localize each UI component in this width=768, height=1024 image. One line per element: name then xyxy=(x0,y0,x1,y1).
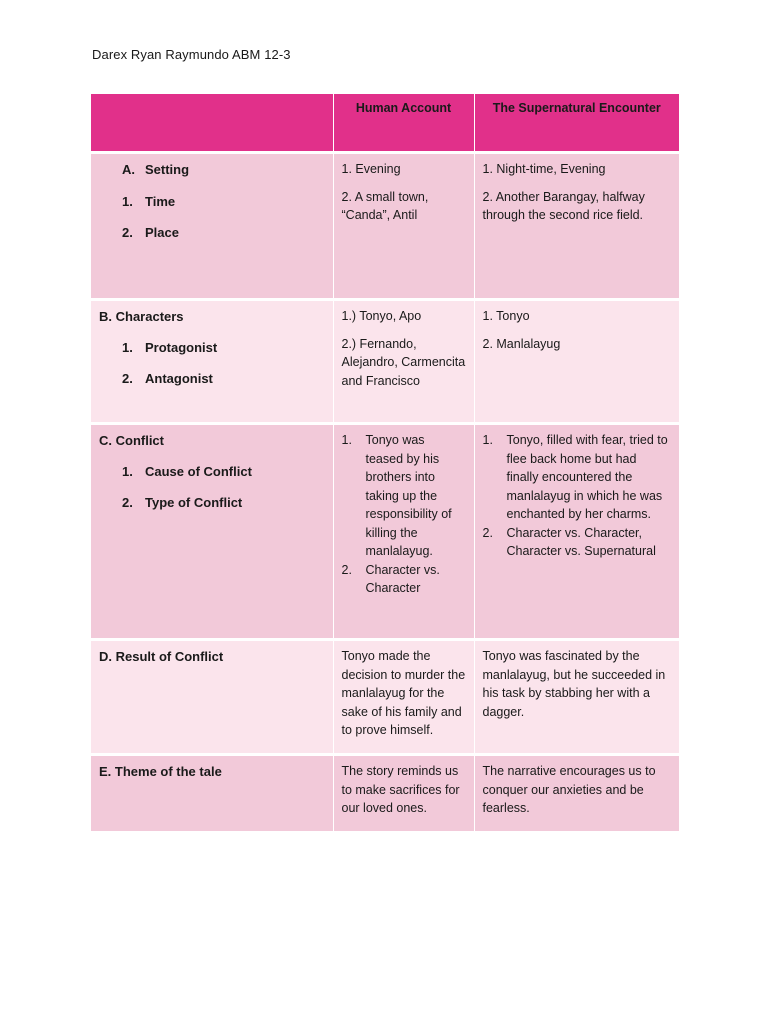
list-item: 1. Tonyo was teased by his brothers into taking up the responsibility of killing the manlalayug. xyxy=(341,433,452,558)
comparison-table xyxy=(91,94,679,834)
row-title: C. Conflict xyxy=(99,433,164,448)
row-label-cell xyxy=(91,424,333,640)
human-account-cell: Tonyo made the decision to murder the manlalayug for the sake of his family and to prove himself. xyxy=(333,640,474,755)
list-item: 1. Cause of Conflict xyxy=(122,463,252,479)
list-item: 2. Character vs. Character, Character vs. Supernatural xyxy=(482,525,656,558)
table-row-setting xyxy=(91,153,679,300)
human-account-cell: The story reminds us to make sacrifices for our loved ones. xyxy=(333,755,474,833)
list-item: 1. Protagonist xyxy=(122,339,218,355)
list-item: 2. Type of Conflict xyxy=(122,495,243,510)
row-label-cell xyxy=(91,640,333,755)
row-label-cell xyxy=(91,300,333,424)
list-item: 1. Time xyxy=(122,193,176,209)
row-label-cell xyxy=(91,755,333,833)
supernatural-cell xyxy=(474,424,679,640)
human-account-cell: 1. Evening 2. A small town, “Canda”, Antil xyxy=(333,153,474,300)
human-account-cell xyxy=(333,424,474,640)
supernatural-cell: The narrative encourages us to conquer our anxieties and be fearless. xyxy=(474,755,679,833)
supernatural-cell: 1. Tonyo 2. Manlalayug xyxy=(474,300,679,424)
supernatural-cell: Tonyo was fascinated by the manlalayug, but he succeeded in his task by stabbing her with a dagger. xyxy=(474,640,679,755)
row-title: B. Characters xyxy=(99,309,184,324)
row-title: D. Result of Conflict xyxy=(99,649,224,664)
list-item: 2. Place xyxy=(122,225,179,240)
header-supernatural-encounter: The Supernatural Encounter xyxy=(474,94,679,153)
human-account-cell: 1.) Tonyo, Apo 2.) Fernando, Alejandro, Carmencita and Francisco xyxy=(333,300,474,424)
list-item: 1. Tonyo, filled with fear, tried to flee back home but had finally encountered the manlalayug in which he was enchanted by her charms. xyxy=(482,433,668,521)
table-row-characters xyxy=(91,300,679,424)
row-title: Setting xyxy=(145,162,190,177)
table-row-conflict xyxy=(91,424,679,640)
table-row-result xyxy=(91,640,679,755)
table-row-theme xyxy=(91,755,679,833)
list-item: A. Setting xyxy=(99,161,325,180)
list-item: 2. Character vs. Character xyxy=(341,562,440,595)
header-col1 xyxy=(91,94,333,153)
row-title: E. Theme of the tale xyxy=(99,764,222,779)
author-line: Darex Ryan Raymundo ABM 12-3 xyxy=(92,47,291,62)
header-human-account: Human Account xyxy=(333,94,474,153)
supernatural-cell: 1. Night-time, Evening 2. Another Barangay, halfway through the second rice field. xyxy=(474,153,679,300)
list-item: 2. Antagonist xyxy=(122,371,213,386)
row-label-cell xyxy=(91,153,333,300)
table-header-row xyxy=(91,94,679,153)
